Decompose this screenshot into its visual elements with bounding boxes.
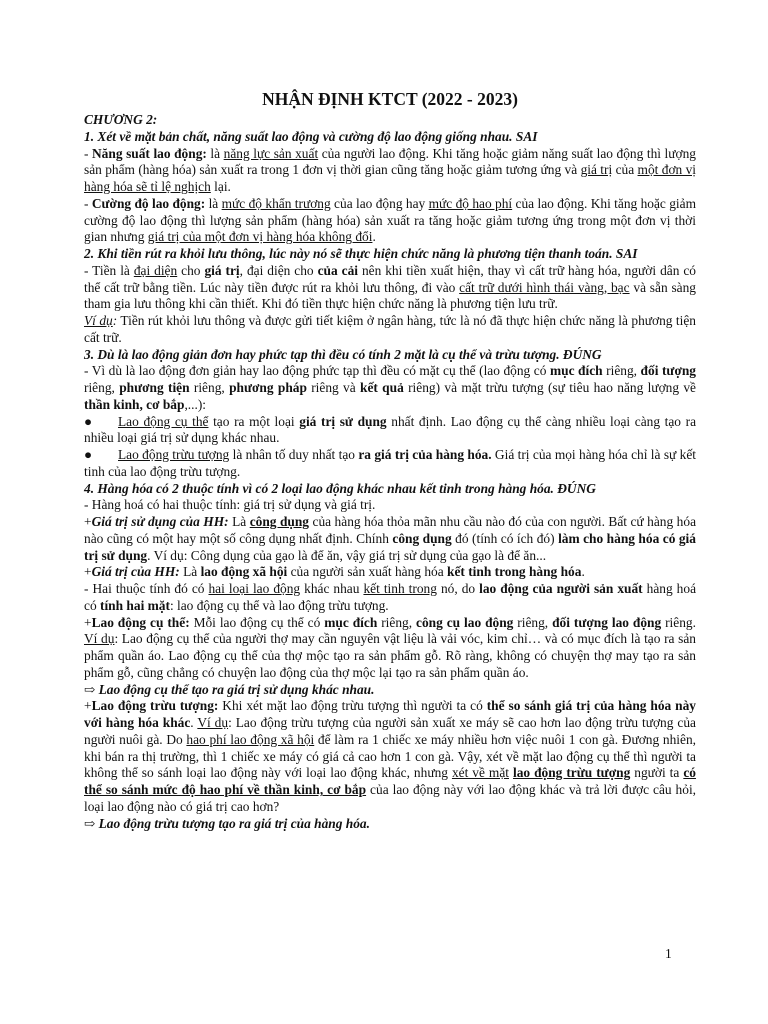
text-run: đó (tính có ích đó): [451, 530, 559, 546]
text-run: riêng,: [189, 380, 230, 395]
text-run: - Vì dù là lao động đơn giản hay lao động phức tạp thì đều có mặt cụ thể (lao động có: [84, 363, 550, 379]
page-title: NHẬN ĐỊNH KTCT (2022 - 2023): [262, 89, 518, 109]
text-run: người ta: [630, 765, 684, 781]
text-run: Cường độ lao động:: [91, 195, 206, 211]
text-run: 2. Khi tiền rút ra khỏi lưu thông, lúc này nó sẽ thực hiện chức năng là phương tiện thanh toán. SAI: [84, 246, 638, 261]
text-run: là: [205, 195, 222, 211]
text-run: kết quả: [360, 380, 404, 395]
text-run: . Ví dụ: Công dụng của gạo là để ăn, vậy giá trị sử dụng của gạo là để ăn...: [147, 547, 547, 563]
text-run: ra giá trị của hàng hóa.: [358, 447, 492, 462]
text-run: .: [190, 715, 198, 730]
text-run: xét về mặt: [451, 765, 509, 781]
text-run: hai loại lao động: [208, 581, 301, 596]
text-run: mục đích: [549, 363, 603, 379]
text-run: Lao động cụ thể:: [91, 614, 190, 630]
text-run: của người sản xuất hàng hóa: [287, 564, 447, 580]
text-run: công dụng: [392, 530, 452, 546]
paragraph: [84, 363, 696, 413]
text-run: riêng,: [602, 363, 641, 379]
text-run: nó, do: [436, 581, 480, 596]
text-run: : lao động cụ thể và lao động trừu tượng.: [169, 597, 389, 613]
paragraph: [84, 313, 696, 347]
text-run: Lao động trừu tượng tạo ra giá trị của hàng hóa.: [98, 815, 370, 831]
text-run: của hàng hóa thỏa mãn nhu cầu nào đó của con người. Bất cứ hàng hóa nào cũng có một hay một số công dụng nhất định. Chính: [84, 514, 697, 546]
text-run: giá trị sử dụng: [299, 413, 387, 429]
text-run: riêng.: [661, 614, 696, 630]
text-run: tạo ra một loại: [208, 413, 300, 429]
text-run: 3. Dù là lao động giản đơn hay phức tạp thì đều có tính 2 mặt là cụ thể và trừu tượng. ĐÚNG: [84, 346, 602, 362]
paragraph: [84, 146, 696, 196]
paragraph: [84, 347, 696, 364]
chapter-heading: CHƯƠNG 2:: [84, 112, 158, 127]
text-run: thể so sánh giá trị của hàng hóa này với hàng hóa khác: [84, 698, 697, 730]
text-run: +: [84, 564, 92, 580]
text-run: Lao động trừu tượng: [118, 447, 230, 462]
text-run: +: [84, 514, 92, 529]
text-run: và sẵn sàng tham gia lưu thông khi cần thiết. Khi đó tiền thực hiện chức năng là phương tiện lưu trữ.: [84, 279, 696, 312]
text-run: làm cho hàng hóa có giá trị sử dụng: [84, 530, 696, 563]
paragraph-list: [84, 129, 696, 833]
text-run: của cải: [317, 262, 358, 278]
text-run: là: [206, 145, 224, 161]
text-run: để làm ra 1 chiếc xe máy nhiều hơn việc nuôi 1 con gà. Đương nhiên, khi bán ra thị trường, thì 1 chiếc xe máy có giá cả cao hơn 1 con gà. Vậy, xét về mặt lao động cụ thể thì người ta không thể so sánh loại lao động này với loại lao động khác, nhưng: [84, 731, 696, 781]
text-run: Giá trị sử dụng của HH:: [91, 514, 229, 529]
paragraph: [84, 497, 696, 514]
text-run: riêng,: [513, 614, 553, 630]
text-run: của người lao động. Khi tăng hoặc giảm năng suất lao động thì lượng sản phẩm (hàng hóa) sản xuất ra trong 1 đơn vị thời gian cũng tăng hoặc giảm tương ứng và: [84, 145, 696, 178]
text-run: ⇨: [84, 681, 99, 697]
bullet-icon: ●: [84, 447, 93, 462]
text-run: riêng,: [377, 614, 416, 630]
text-run: Lao động trừu tượng:: [91, 698, 219, 714]
text-run: +: [84, 698, 92, 714]
text-run: hao phí lao động xã hội: [186, 731, 315, 747]
text-run: 1. Xét về mặt bản chất, năng suất lao động và cường độ lao động giống nhau. SAI: [84, 128, 538, 144]
paragraph: [84, 263, 696, 313]
text-run: : Lao động trừu tượng của người sản xuất xe máy sẽ cao hơn lao động trừu tượng của người nuôi gà. Do: [84, 715, 696, 747]
text-run: giá trị: [204, 262, 240, 278]
text-run: Lao động cụ thể tạo ra giá trị sử dụng khác nhau.: [98, 681, 375, 697]
paragraph: [84, 414, 696, 448]
text-run: kết tinh trong hàng hóa: [447, 564, 582, 580]
paragraph: [84, 129, 696, 146]
text-run: Là: [179, 564, 201, 580]
paragraph: [84, 682, 696, 699]
text-run: : Lao động cụ thể của người thợ may cần nguyên vật liệu là vải vóc, kim chỉ… và có mục đích là tạo ra sản phẩm quần áo. Lao động cụ thể của thợ mộc tạo ra sản phẩm gỗ. Rõ ràng, không có chuyện thợ may tạo ra sản phẩm gỗ, cũng chẳng có chuyện lao động của thợ mộc lại tạo ra sản phẩm quần áo.: [84, 631, 696, 680]
text-run: ⇨: [84, 815, 99, 831]
text-run: +: [84, 614, 92, 630]
text-run: giá trị: [580, 162, 613, 178]
text-run: năng lực sản xuất: [223, 145, 319, 161]
text-run: tính hai mặt: [100, 597, 170, 613]
text-run: lao động xã hội: [200, 564, 288, 580]
text-run: riêng) và mặt trừu tượng (sự tiêu hao năng lượng về: [403, 380, 696, 395]
paragraph: [84, 514, 696, 564]
text-run: Ví dụ: [84, 313, 113, 328]
text-run: - Tiền là: [84, 262, 134, 278]
page-number: 1: [665, 946, 672, 961]
text-run: 4. Hàng hóa có 2 thuộc tính vì có 2 loại lao động khác nhau kết tinh trong hàng hóa. ĐÚNG: [84, 480, 596, 496]
text-run: riêng,: [84, 380, 120, 395]
text-run: của: [612, 162, 638, 178]
text-run: nên khi tiền xuất hiện, thay vì cất trữ hàng hóa, người dân có thể cất trữ bằng tiền. Lúc này tiền được rút ra khỏi lưu thông, đi vào: [84, 262, 696, 295]
text-run: mục đích: [324, 614, 378, 630]
text-run: một đơn vị hàng hóa sẽ tỉ lệ nghịch: [84, 162, 697, 194]
text-run: Tiền rút khỏi lưu thông và được gửi tiết kiệm ở ngân hàng, tức là nó đã thực hiện chức năng là phương tiện cất trữ.: [84, 313, 697, 345]
text-run: phương pháp: [229, 380, 307, 395]
text-run: mức độ hao phí: [428, 195, 513, 211]
text-run: có thể so sánh mức độ hao phí về thần kinh, cơ bắp: [84, 765, 696, 797]
text-run: Lao động cụ thể: [118, 413, 209, 429]
text-run: -: [84, 195, 92, 211]
text-run: - Hai thuộc tính đó có: [84, 581, 209, 596]
text-run: kết tinh trong: [363, 581, 437, 596]
paragraph: [84, 246, 696, 263]
paragraph: [84, 447, 696, 481]
text-run: .: [372, 229, 376, 245]
paragraph: [84, 196, 696, 246]
document-body: [84, 88, 696, 832]
text-run: công dụng: [249, 514, 310, 529]
text-run: mức độ khẩn trương: [221, 195, 331, 211]
bullet-icon: ●: [84, 413, 93, 429]
text-run: nhất định. Lao động cụ thể càng nhiều loại càng tạo ra nhiều loại giá trị sử dụng khác nhau.: [84, 413, 697, 446]
text-run: Năng suất lao động:: [92, 145, 207, 161]
text-run: cất trữ dưới hình thái vàng, bạc: [459, 279, 630, 295]
text-run: lao động trừu tượng: [512, 765, 631, 781]
text-run: hàng hoá có: [84, 581, 697, 613]
text-run: của lao động. Khi tăng hoặc giảm cường độ lao động thì lượng sản phẩm (hàng hóa) sản xuất ra tăng hoặc giảm tương ứng trong một đơn vị thời gian nhưng: [84, 195, 697, 245]
text-run: Ví dụ: [197, 715, 229, 730]
text-run: lao động của người sản xuất: [479, 581, 643, 596]
paragraph: [84, 615, 696, 682]
text-run: , đại diện cho: [239, 262, 318, 278]
paragraph: [84, 481, 696, 498]
text-run: công cụ lao động: [416, 614, 514, 630]
text-run: .: [581, 564, 585, 580]
text-run: Ví dụ: [84, 631, 115, 647]
paragraph: [84, 564, 696, 581]
text-run: :: [112, 313, 118, 328]
text-run: lại.: [210, 179, 231, 194]
text-run: phương tiện: [119, 380, 190, 395]
text-run: của lao động này với lao động khác và trả lời được câu hỏi, loại lao động nào có giá trị cao hơn?: [84, 782, 697, 814]
text-run: của lao động hay: [330, 195, 429, 211]
text-run: Giá trị của HH:: [91, 564, 180, 580]
text-run: giá trị của một đơn vị hàng hóa không đổi: [147, 229, 373, 245]
text-run: đại diện: [133, 262, 178, 278]
text-run: đối tượng: [640, 363, 696, 379]
text-run: thần kinh, cơ bắp: [84, 396, 185, 412]
paragraph: [84, 581, 696, 615]
paragraph: [84, 816, 696, 833]
text-run: - Hàng hoá có hai thuộc tính: giá trị sử dụng và giá trị.: [84, 497, 376, 513]
text-run: đối tượng lao động: [552, 614, 662, 630]
text-run: là nhân tố duy nhất tạo: [229, 447, 359, 462]
text-run: riêng và: [306, 380, 361, 395]
text-run: Mỗi lao động cụ thể có: [189, 614, 325, 630]
text-run: Là: [228, 514, 250, 529]
text-run: khác nhau: [300, 581, 364, 596]
text-run: ,...):: [184, 396, 207, 412]
text-run: Giá trị của mọi hàng hóa chỉ là sự kết tinh của lao động trừu tượng.: [84, 447, 696, 479]
text-run: -: [84, 145, 93, 161]
paragraph: [84, 698, 696, 815]
text-run: Khi xét mặt lao động trừu tượng thì người ta có: [218, 698, 487, 714]
text-run: cho: [177, 262, 205, 278]
